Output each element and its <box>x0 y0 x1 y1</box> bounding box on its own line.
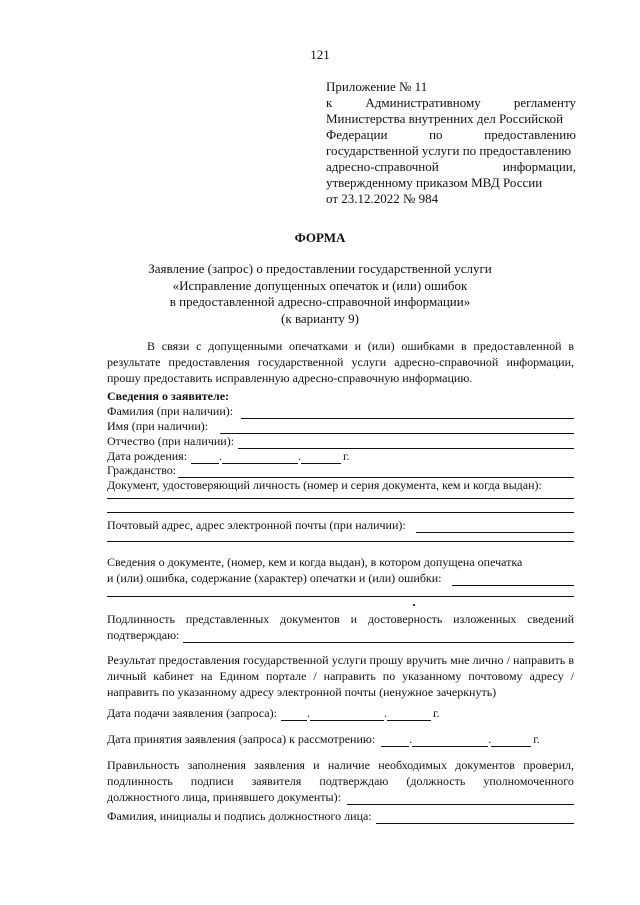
acceptance-date-field: Дата принятия заявления (запроса) к рассмотрению: . . г. <box>107 732 540 746</box>
verification-line-3: должностного лица, принявшего документы): <box>107 789 574 805</box>
doc-error-line-2: и (или) ошибка, содержание (характер) опечатки и (или) ошибки: <box>107 570 574 586</box>
result-delivery-paragraph: Результат предоставления государственной услуги прошу вручить мне лично / направить в личный кабинет на Едином портале / направить по указанному почтовому адресу / направить по указанному адресу электронной почты (ненужное зачеркнуть) <box>107 653 574 699</box>
postal-address-input-line[interactable] <box>416 521 574 533</box>
submission-date-label: Дата подачи заявления (запроса): <box>107 706 277 720</box>
annex-block <box>326 79 576 207</box>
surname-label: Фамилия (при наличии): <box>107 404 234 418</box>
acceptance-month-input[interactable] <box>412 735 488 747</box>
submission-month-input[interactable] <box>310 709 384 721</box>
annex-line-5: адресно-справочной информации, <box>326 159 576 174</box>
verification-line-2: подлинность подписи заявителя подтверждаю (должность уполномоченного <box>107 774 574 788</box>
official-signature-label: Фамилия, инициалы и подпись должностного лица: <box>107 809 372 823</box>
annex-line-1: к Административному регламенту <box>326 95 576 110</box>
postal-address-label: Почтовый адрес, адрес электронной почты (при наличии): <box>107 518 406 532</box>
intro-paragraph: В связи с допущенными опечатками и (или) ошибками в предоставленной в результате предоставления государственной услуги адресно-справочной информации, прошу предоставить исправленную адресно-справочную информацию. <box>107 339 574 385</box>
annex-line-2: Министерства внутренних дел Российской <box>326 111 564 126</box>
submission-day-input[interactable] <box>281 709 307 721</box>
authenticity-block <box>107 611 574 643</box>
postal-address-field <box>107 517 574 533</box>
verification-block <box>107 757 574 805</box>
doc-error-block <box>107 554 574 586</box>
verification-input-line[interactable] <box>347 793 574 805</box>
doc-error-input-line[interactable] <box>452 574 574 586</box>
annex-line-7: от 23.12.2022 № 984 <box>326 191 439 206</box>
patronymic-label: Отчество (при наличии): <box>107 434 235 448</box>
surname-field <box>107 403 574 419</box>
identity-doc-input-line-1[interactable] <box>107 498 574 499</box>
page-number: 121 <box>310 47 330 62</box>
acceptance-year-input[interactable] <box>491 735 531 747</box>
applicant-heading: Сведения о заявителе: <box>107 389 230 403</box>
official-signature-field <box>107 808 574 824</box>
form-title: Заявление (запрос) о предоставлении государственной услуги «Исправление допущенных опечаток и (или) ошибок в предоставленной адресно-справочной информации» (к варианту 9) <box>148 261 492 326</box>
annex-title: Приложение № 11 <box>326 79 428 94</box>
name-label: Имя (при наличии): <box>107 419 209 433</box>
official-signature-input-line[interactable] <box>376 812 574 824</box>
identity-doc-label: Документ, удостоверяющий личность (номер и серия документа, кем и когда выдан): <box>107 478 542 492</box>
authenticity-signature-line[interactable] <box>183 631 574 643</box>
annex-line-3: Федерации по предоставлению <box>326 127 576 142</box>
name-field <box>107 418 574 434</box>
birth-date-label: Дата рождения: <box>107 449 188 463</box>
doc-error-line-1: Сведения о документе, (номер, кем и когда выдан), в котором допущена опечатка <box>107 555 523 569</box>
speck <box>413 604 415 606</box>
authenticity-line-1: Подлинность представленных документов и достоверность изложенных сведений <box>107 612 574 626</box>
birth-year-suffix: г. <box>343 449 350 463</box>
acceptance-day-input[interactable] <box>381 735 409 747</box>
citizenship-field <box>107 462 574 478</box>
patronymic-field <box>107 433 574 449</box>
submission-year-input[interactable] <box>387 709 431 721</box>
form-label: ФОРМА <box>294 230 346 245</box>
verification-line-1: Правильность заполнения заявления и наличие необходимых документов проверил, <box>107 758 574 772</box>
citizenship-label: Гражданство: <box>107 463 177 477</box>
submission-date-field: Дата подачи заявления (запроса): . . г. <box>107 706 440 720</box>
authenticity-line-2: подтверждаю: <box>107 627 574 643</box>
birth-date-field: Дата рождения: . . г. <box>107 449 350 463</box>
annex-line-6: утвержденному приказом МВД России <box>326 175 543 190</box>
annex-line-4: государственной услуги по предоставлению <box>326 143 572 158</box>
acceptance-date-label: Дата принятия заявления (запроса) к рассмотрению: <box>107 732 376 746</box>
identity-doc-input-line-2[interactable] <box>107 512 574 513</box>
postal-address-input-line-2[interactable] <box>107 541 574 542</box>
doc-error-input-line-2[interactable] <box>107 596 574 597</box>
